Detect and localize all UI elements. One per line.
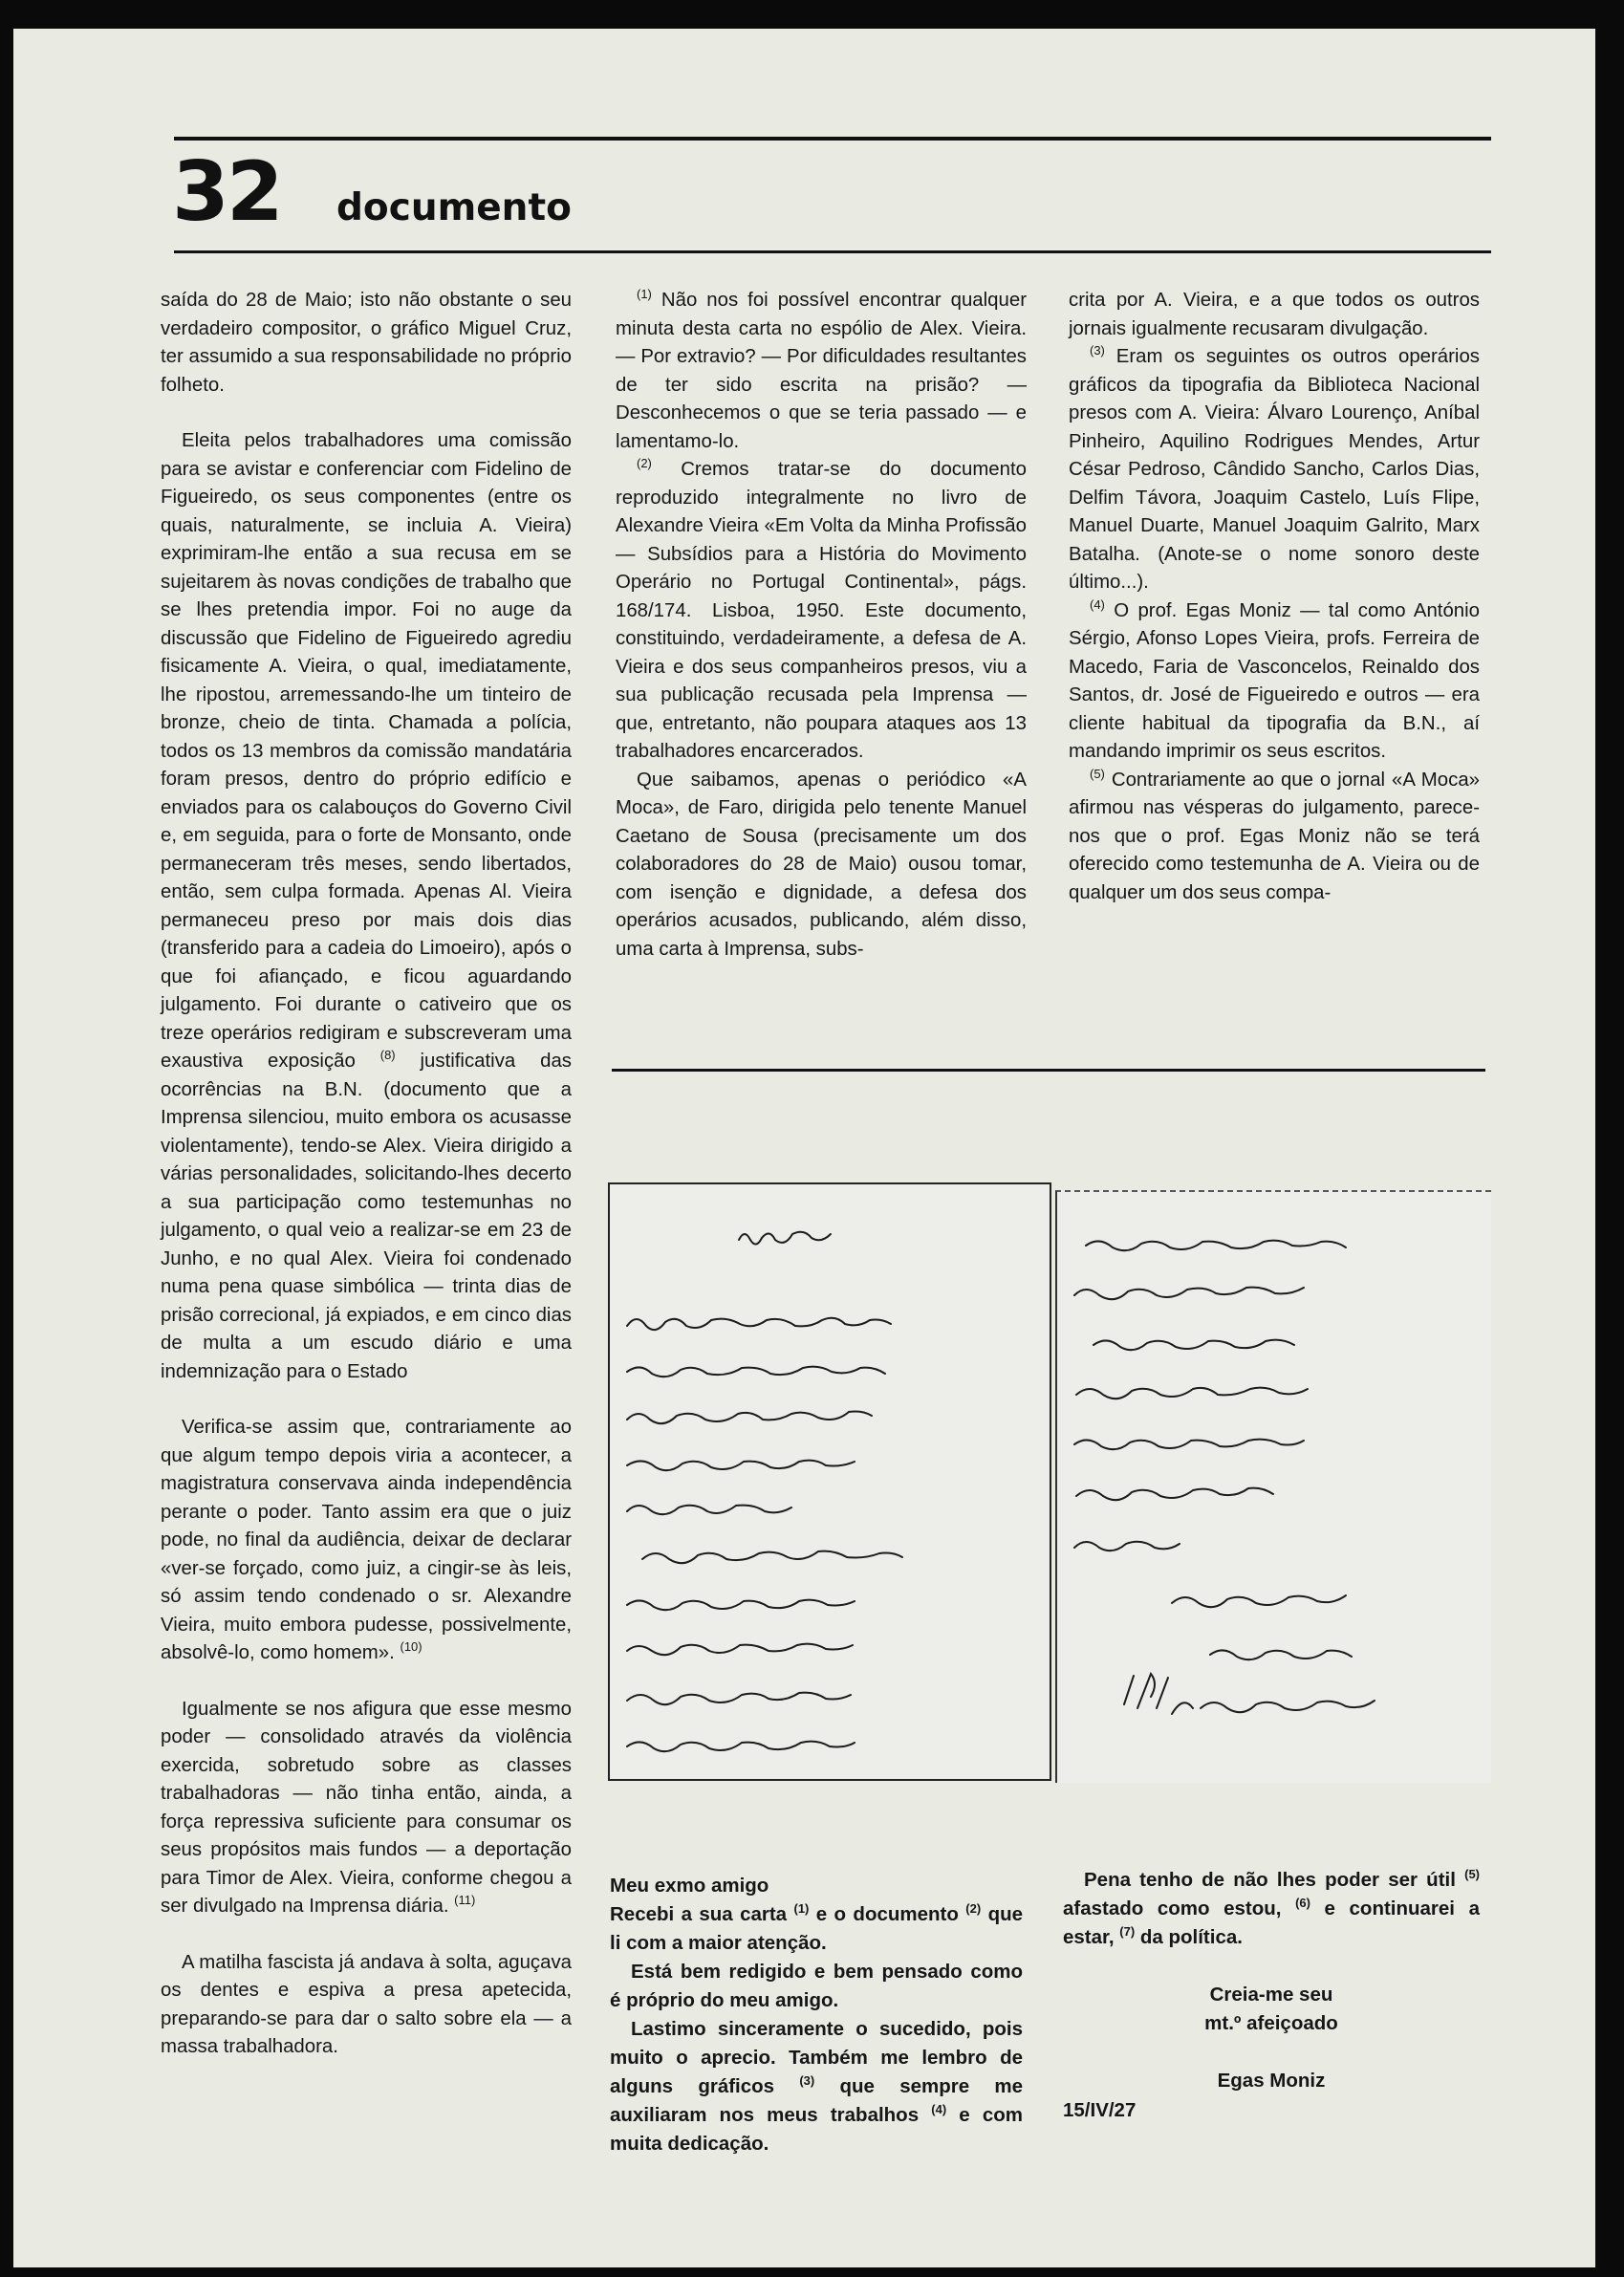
- closing: Creia-me seu: [1209, 1984, 1333, 2006]
- closing: mt.º afeiçoado: [1204, 2012, 1338, 2034]
- transcription-text: [1063, 1866, 1480, 1952]
- text: e com muita dedicação.: [610, 2104, 1023, 2155]
- footnote-ref: (2): [637, 456, 652, 471]
- paragraph: saída do 28 de Maio; isto não obstante o seu verdadeiro compositor, o gráfico Miguel Cruz, ter assumido a sua responsabilidade no próprio folheto.: [161, 290, 572, 396]
- text: Eram os seguintes os outros operários gráficos da tipografia da Biblioteca Nacional presos com A. Vieira: Álvaro Lourenço, Aníbal Pinheiro, Aquilino Rodrigues Mendes, Artur César Pedroso, Cândido Sancho, Carlos Dias, Delfim Távora, Joaquim Castelo, Luís Flipe, Manuel Duarte, Manuel Joaquim Galrito, Marx Batalha. (Anote-se o nome sonoro deste último...).: [1069, 346, 1480, 593]
- text: O prof. Egas Moniz — tal como António Sérgio, Afonso Lopes Vieira, profs. Ferreira de Macedo, Faria de Vasconcelos, Reinaldo dos Santos, dr. José de Figueiredo e outros — era cliente habitual da tipografia da B.N., aí mandando imprimir os seus escritos.: [1069, 599, 1480, 762]
- footnote-ref: (11): [454, 1893, 476, 1908]
- letter-separator-rule: [612, 1069, 1485, 1072]
- text: Não nos foi possível encontrar qualquer minuta desta carta no espólio de Alex. Vieira. — Por extravio? — Por dificuldades resultantes de ter sido escrita na prisão? — Desconhecemos o que se teria passado — e lamentamo-lo.: [616, 290, 1027, 452]
- footnote-ref: (3): [1090, 343, 1105, 358]
- column-2: [616, 287, 1027, 964]
- transcription-text: [610, 1900, 1023, 1958]
- signature: Egas Moniz: [1217, 2070, 1326, 2092]
- handwritten-letter-page-2: [1055, 1190, 1491, 1783]
- footnote-ref: (5): [1090, 766, 1105, 781]
- footnote: [616, 456, 1027, 767]
- handwriting-scribble: [1057, 1192, 1491, 1783]
- footnote-ref: (3): [799, 2073, 815, 2089]
- paragraph: Que saibamos, apenas o periódico «A Moca», de Faro, dirigida pelo tenente Manuel Caetano de Sousa (precisamente um dos colaboradores do 28 de Maio) ousou tomar, com isenção e dignidade, a defesa dos operários acusados, publicando, além disso, uma carta à Imprensa, subs-: [616, 769, 1027, 960]
- column-1: [161, 287, 572, 2062]
- text: Recebi a sua carta: [610, 1903, 788, 1925]
- transcription-text: Está bem redigido e bem pensado como é próprio do meu amigo.: [610, 1961, 1023, 2011]
- paragraph: A matilha fascista já andava à solta, aguçava os dentes e espiva a presa apetecida, preparando-se para dar o salto sobre ela — a massa trabalhadora.: [161, 1951, 572, 2057]
- text: afastado como estou,: [1063, 1898, 1282, 1919]
- handwritten-letter-page-1: [608, 1182, 1051, 1781]
- footnote: [1069, 597, 1480, 767]
- text: que sempre me auxiliaram nos meus trabalhos: [610, 2075, 1024, 2126]
- footnote-ref: (1): [793, 1901, 810, 1917]
- footnote-ref: (6): [1295, 1896, 1310, 1911]
- transcription-text: [610, 2015, 1023, 2158]
- text: justificativa das ocorrências na B.N. (documento que a Imprensa silenciou, muito embora os acusasse violentamente), tendo-se Alex. Vieira dirigido a várias personalidades, solicitando-lhes decerto a sua participação como testemunhas no julgamento, o qual veio a realizar-se em 23 de Junho, e no qual Alex. Vieira foi condenado numa pena quase simbólica — trinta dias de prisão correcional, já expiados, e em cinco dias de multa a um escudo diário e uma indemnização para o Estado: [161, 1051, 572, 1382]
- paragraph: [161, 1414, 572, 1668]
- footnote-ref: (5): [1464, 1867, 1480, 1882]
- header-top-rule: [174, 137, 1491, 141]
- text: e o documento: [809, 1903, 959, 1925]
- text: Verifica-se assim que, contrariamente ao que algum tempo depois viria a acontecer, a magistratura conservava ainda independência perante o poder. Tanto assim era que o juiz pode, no final da audiência, deixar de declarar «ver-se forçado, como juiz, a cingir-se às leis, só assim tendo condenado o sr. Alexandre Vieira, muito embora pudesse, possivelmente, absolvê-lo, como homem».: [161, 1417, 572, 1663]
- column-3: [1069, 287, 1480, 907]
- paragraph: [161, 427, 572, 1386]
- text: Cremos tratar-se do documento reproduzido integralmente no livro de Alexandre Vieira «Em Volta da Minha Profissão — Subsídios para a História do Movimento Operário no Portugal Continental», págs. 168/174. Lisboa, 1950. Este documento, constituindo, verdadeiramente, a defesa de A. Vieira e dos seus companheiros presos, viu a sua publicação recusada pela Imprensa — que, entretanto, não poupara ataques aos 13 trabalhadores encarcerados.: [616, 459, 1027, 762]
- text: Contrariamente ao que o jornal «A Moca» afirmou nas vésperas do julgamento, parece-nos que o prof. Egas Moniz não se terá oferecido como testemunha de A. Vieira ou de qualquer um dos seus compa-: [1069, 769, 1480, 903]
- footnote: [1069, 343, 1480, 597]
- footnote-ref: (10): [400, 1639, 422, 1655]
- transcription-right: [1063, 1866, 1480, 2125]
- section-title: documento: [336, 186, 572, 229]
- letter-date: 15/IV/27: [1063, 2099, 1137, 2121]
- text: da política.: [1135, 1926, 1243, 1948]
- salutation: Meu exmo amigo: [610, 1875, 769, 1897]
- footnote-ref: (4): [931, 2102, 947, 2117]
- transcription-left: [610, 1872, 1023, 2158]
- footnote-ref: (1): [637, 287, 652, 302]
- text: Lastimo sinceramente o sucedido, pois muito o aprecio. Também me lembro de alguns gráficos: [610, 2018, 1023, 2097]
- footnote-ref: (4): [1090, 596, 1105, 612]
- footnote-ref: (2): [965, 1901, 982, 1917]
- footnote: [1069, 767, 1480, 908]
- text: Pena tenho de não lhes poder ser útil: [1084, 1869, 1456, 1891]
- text: e continuarei a estar,: [1063, 1898, 1480, 1948]
- footnote-ref: (8): [379, 1048, 396, 1063]
- text: Eleita pelos trabalhadores uma comissão para se avistar e conferenciar com Fidelino de Figueiredo, os seus componentes (entre os quais, naturalmente, se incluia A. Vieira) exprimiram-lhe então a sua recusa em se sujeitarem às novas condições de trabalho que se lhes pretendia impor. Foi no auge da discussão que Fidelino de Figueiredo agrediu fisicamente A. Vieira, o qual, imediatamente, lhe ripostou, arremessando-lhe um tinteiro de bronze, cheio de tinta. Chamada a polícia, todos os 13 membros da comissão mandatária foram presos, dentro do próprio edifício e enviados para os calabouços do Governo Civil e, em seguida, para o forte de Monsanto, onde permaneceram três meses, sendo libertados, então, sem culpa formada. Apenas Al. Vieira permaneceu preso por mais dois dias (transferido para a cadeia do Limoeiro), após o que foi afiançado, e ficou aguardando julgamento. Foi durante o cativeiro que os treze operários redigiram e subscreveram uma exaustiva exposição: [161, 430, 572, 1072]
- page-number: 32: [172, 144, 281, 240]
- header-bottom-rule: [174, 250, 1491, 253]
- handwriting-scribble: [610, 1184, 1050, 1779]
- text: Igualmente se nos afigura que esse mesmo poder — consolidado através da violência exercida, sobretudo sobre as classes trabalhadoras — não tinha então, ainda, a força repressiva suficiente para consumar os seus propósitos mais fundos — a deportação para Timor de Alex. Vieira, conforme chegou a ser divulgado na Imprensa diária.: [161, 1698, 572, 1917]
- text: que li com a maior atenção.: [610, 1903, 1024, 1954]
- footnote-ref: (7): [1119, 1924, 1136, 1940]
- footnote: [616, 287, 1027, 456]
- paragraph: [161, 1696, 572, 1921]
- paragraph: crita por A. Vieira, e a que todos os outros jornais igualmente recusaram divulgação.: [1069, 290, 1480, 339]
